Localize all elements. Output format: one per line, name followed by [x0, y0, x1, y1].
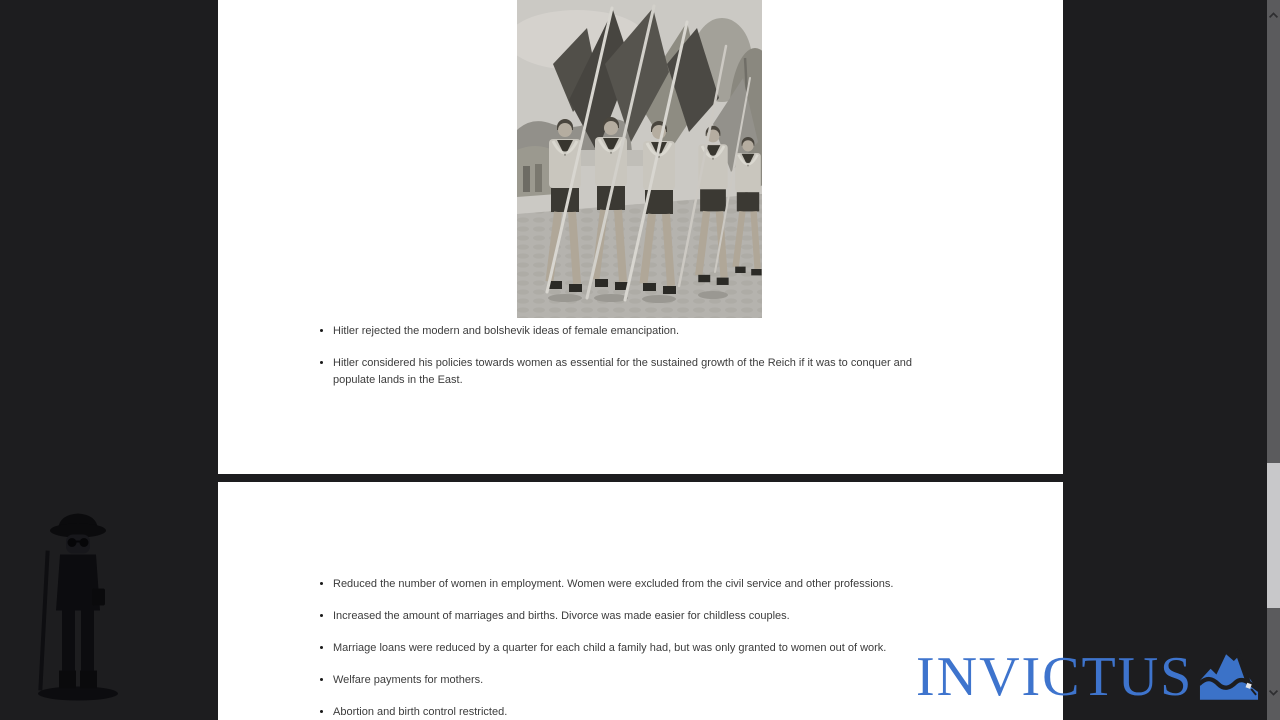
bullet-item: • Increased the amount of marriages and births. Divorce was made easier for childless couples.	[333, 608, 1015, 625]
chevron-up-icon	[1268, 11, 1279, 19]
bullet-item: • Marriage loans were reduced by a quarter for each child a family had, but was only granted to women out of work.	[333, 640, 1015, 657]
scrollbar-track[interactable]	[1267, 0, 1280, 720]
scrollbar-thumb[interactable]	[1267, 463, 1280, 608]
bullet-item: • Welfare payments for mothers.	[333, 672, 1015, 689]
bullet-item: • Reduced the number of women in employment. Women were excluded from the civil service and other professions.	[333, 576, 1015, 593]
bullet-item: • Hitler considered his policies towards women as essential for the sustained growth of the Reich if it was to conquer and populate lands in the East.	[333, 355, 937, 389]
invictus-wordmark: INVICTUS	[916, 646, 1194, 708]
hitler-youth-photo-illustration	[517, 0, 762, 318]
document-page-1	[218, 0, 1063, 474]
scroll-up-button[interactable]	[1267, 8, 1280, 22]
soldier-silhouette-icon	[28, 510, 128, 706]
bullet-item: • Hitler rejected the modern and bolshevik ideas of female emancipation.	[333, 323, 937, 340]
marching-photo	[517, 0, 762, 318]
scroll-down-button[interactable]	[1267, 686, 1280, 700]
bullet-item: • Abortion and birth control restricted.	[333, 704, 1015, 720]
chevron-down-icon	[1268, 689, 1279, 697]
bullet-list-page-2	[315, 576, 1015, 720]
mountain-logo-icon	[1199, 649, 1259, 702]
bullet-list-page-1	[315, 323, 937, 404]
